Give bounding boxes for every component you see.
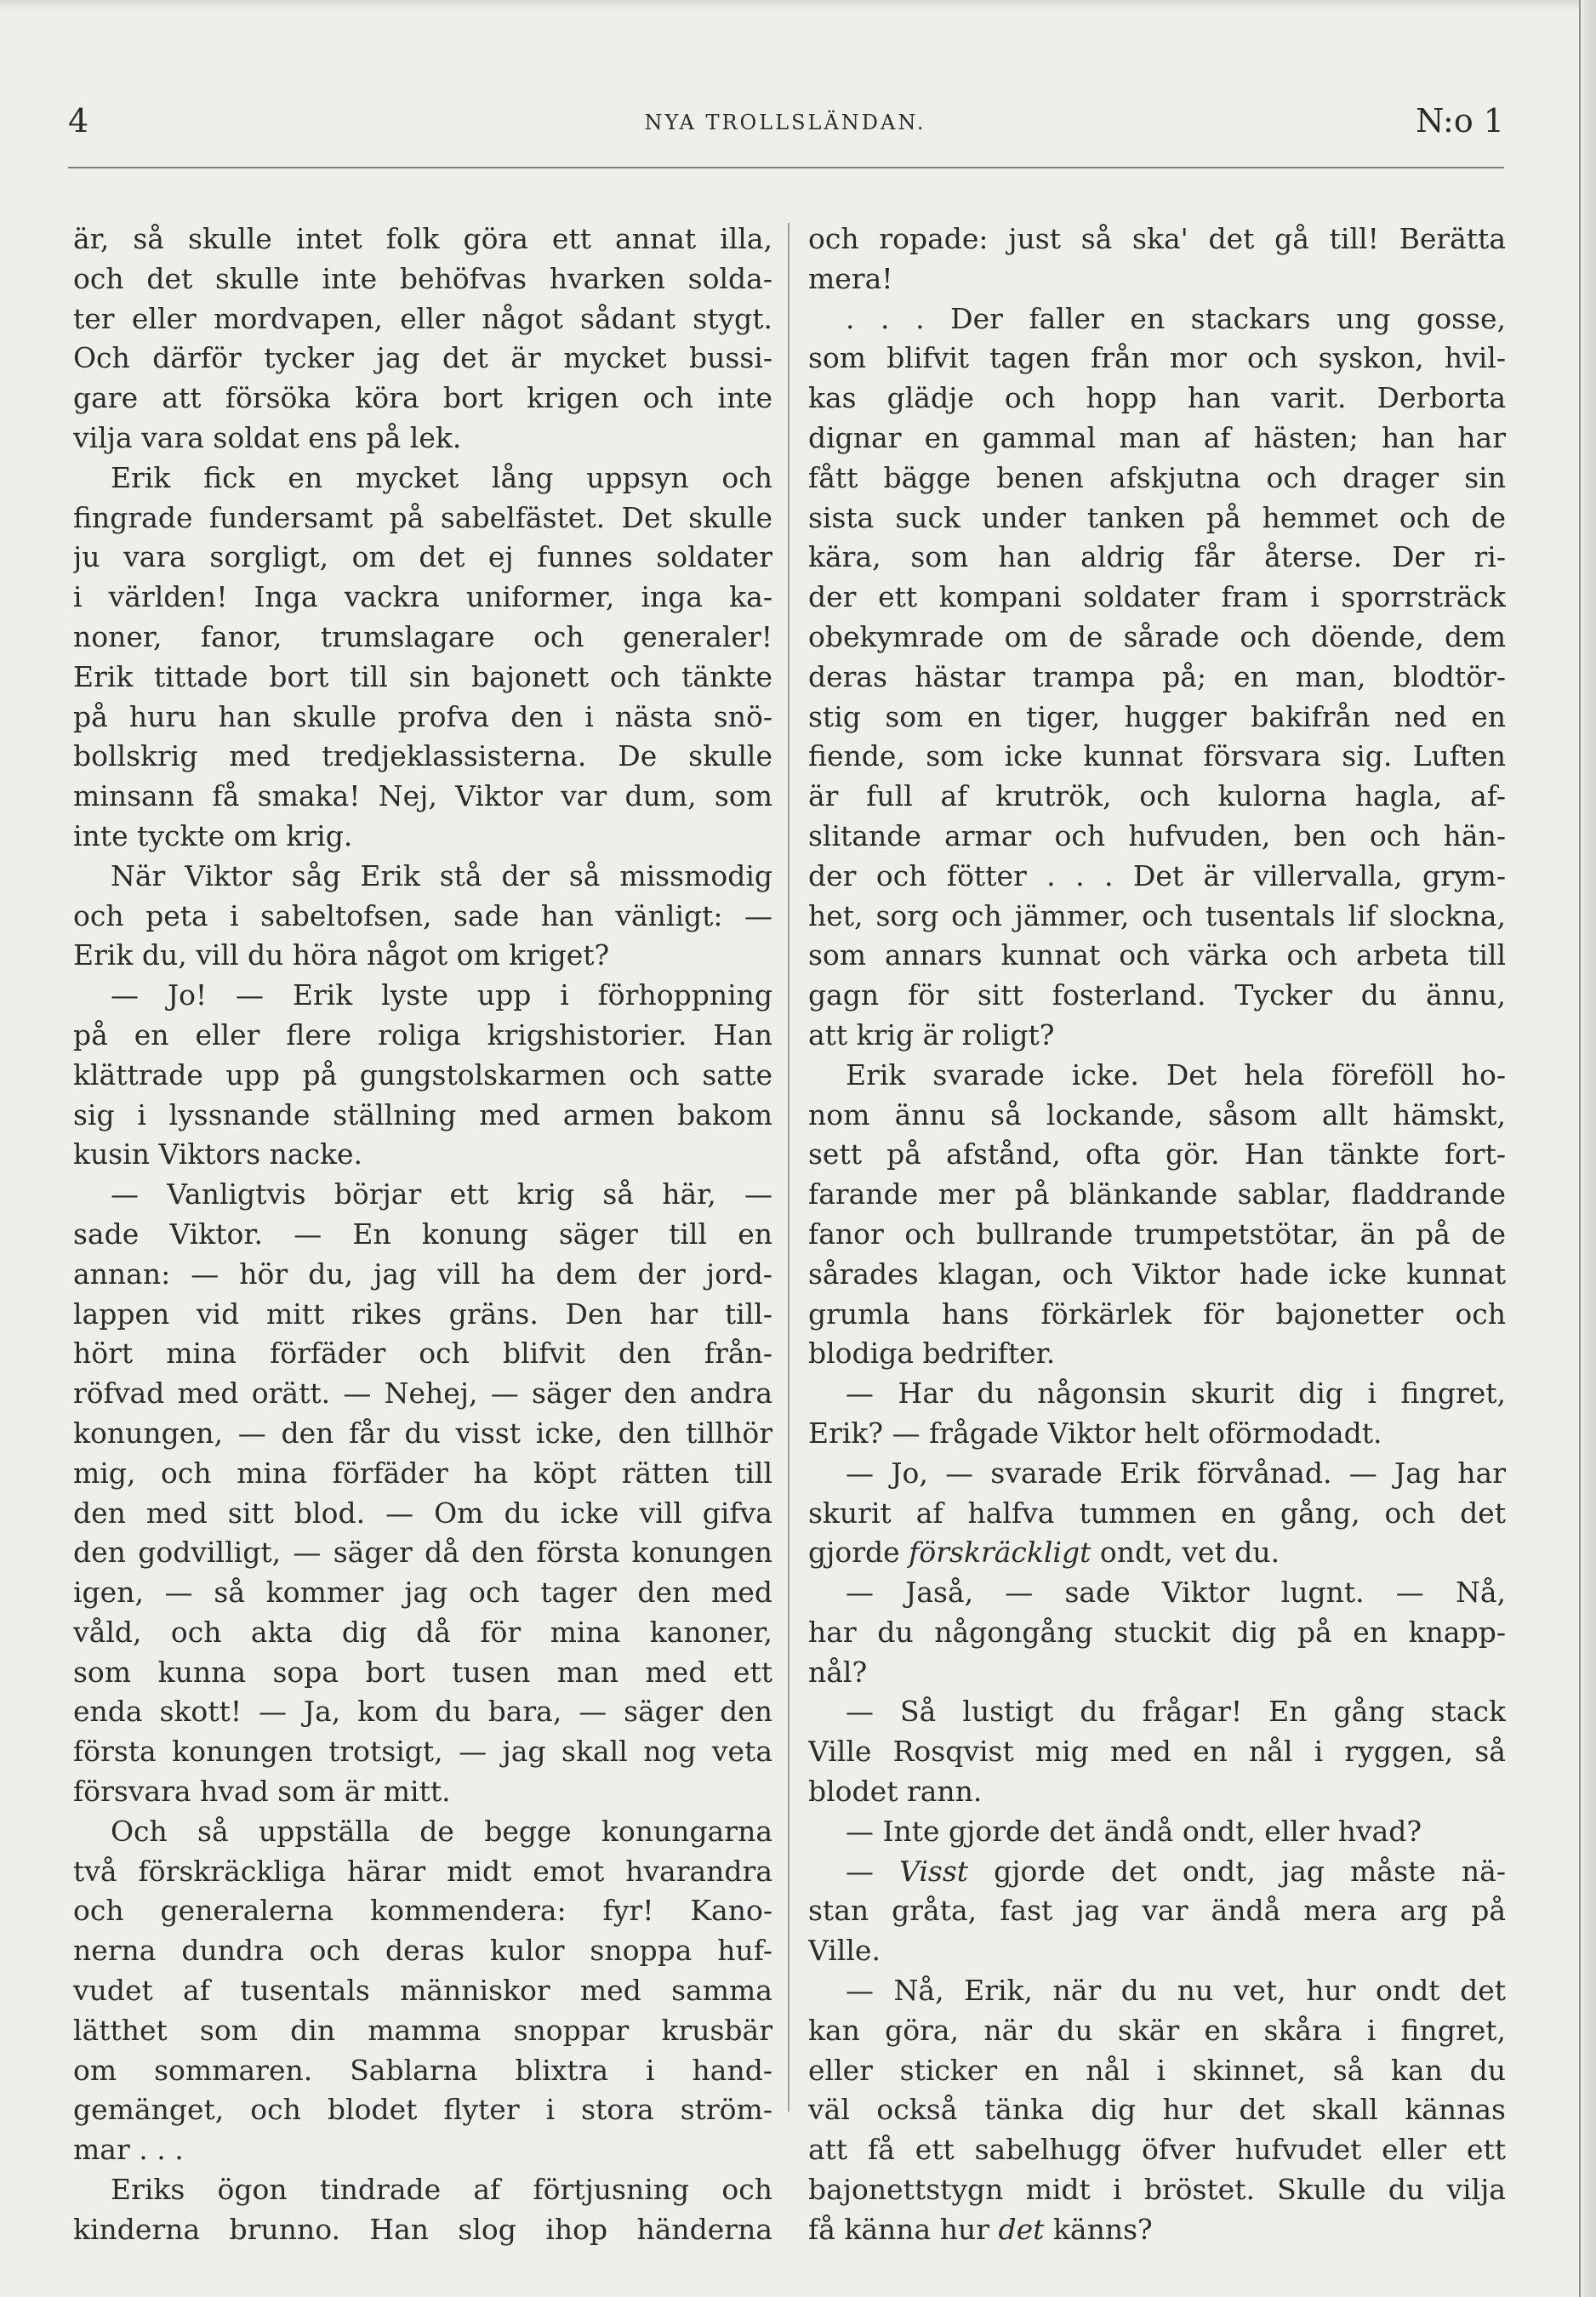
page-top-edge bbox=[0, 0, 1596, 10]
text-line: kas glädje och hopp han varit. Derborta bbox=[808, 381, 1506, 415]
text-line: på huru han skulle profva den i nästa snö- bbox=[73, 699, 772, 733]
text-line: sade Viktor. — En konung säger till en bbox=[73, 1217, 772, 1251]
text-line: — Nå, Erik, när du nu vet, hur ondt det bbox=[846, 1974, 1506, 2008]
text-line: kinderna brunno. Han slog ihop händerna bbox=[73, 2212, 772, 2246]
text-line: minsann få smaka! Nej, Viktor var dum, som bbox=[73, 779, 772, 813]
text-line: inte tyckte om krig. bbox=[73, 818, 353, 852]
text-line: dignar en gammal man af hästen; han har bbox=[808, 420, 1506, 454]
page-header bbox=[66, 102, 1504, 145]
text-line: — Vanligtvis börjar ett krig så här, — bbox=[111, 1177, 772, 1211]
text-line: farande mer på blänkande sablar, fladdrande bbox=[808, 1177, 1506, 1211]
text-line: gjorde förskräckligt ondt, vet du. bbox=[808, 1536, 1280, 1570]
text-line: eller sticker en nål i skinnet, så kan du bbox=[808, 2053, 1506, 2087]
text-line: stig som en tiger, hugger bakifrån ned en bbox=[808, 699, 1506, 733]
text-line: att krig är roligt? bbox=[808, 1017, 1055, 1052]
text-line: i världen! Inga vackra uniformer, inga ka- bbox=[73, 580, 772, 614]
text-line: klättrade upp på gungstolskarmen och satte bbox=[73, 1057, 772, 1092]
text-line: Erik svarade icke. Det hela föreföll ho- bbox=[846, 1057, 1506, 1092]
text-line: — Har du någonsin skurit dig i fingret, bbox=[846, 1376, 1506, 1411]
text-line: som blifvit tagen från mor och syskon, hvil- bbox=[808, 341, 1506, 375]
text-line: Erik? — frågade Viktor helt oförmodadt. bbox=[808, 1416, 1382, 1450]
text-line: gemänget, och blodet flyter i stora ström- bbox=[73, 2093, 772, 2127]
header-rule bbox=[68, 167, 1504, 168]
text-line: gagn för sitt fosterland. Tycker du ännu, bbox=[808, 978, 1506, 1012]
text-line: enda skott! — Ja, kom du bara, — säger den bbox=[73, 1695, 772, 1729]
text-line: — Så lustigt du frågar! En gång stack bbox=[846, 1695, 1506, 1729]
emphasized-word: Visst bbox=[899, 1854, 969, 1888]
text-line: mera! bbox=[808, 261, 893, 295]
text-line: som kunna sopa bort tusen man med ett bbox=[73, 1655, 772, 1689]
text-line: fanor och bullrande trumpetstötar, än på de bbox=[808, 1217, 1506, 1251]
text-line: grumla hans förkärlek för bajonetter och bbox=[808, 1297, 1506, 1331]
text-line: är full af krutrök, och kulorna hagla, af- bbox=[808, 779, 1506, 813]
page-number: 4 bbox=[68, 102, 89, 140]
text-line: — Visst gjorde det ondt, jag måste nä- bbox=[846, 1854, 1506, 1888]
text-line: skurit af halfva tummen en gång, och det bbox=[808, 1496, 1506, 1530]
text-line: — Jaså, — sade Viktor lugnt. — Nå, bbox=[846, 1576, 1506, 1610]
text-line: Och så uppställa de begge konungarna bbox=[111, 1814, 772, 1848]
text-line: När Viktor såg Erik stå der så missmodig bbox=[111, 858, 772, 892]
text-line: Ville Rosqvist mig med en nål i ryggen, så bbox=[808, 1735, 1506, 1769]
text-line: nom ännu så lockande, såsom allt hämskt, bbox=[808, 1097, 1506, 1131]
text-line: Erik fick en mycket lång uppsyn och bbox=[111, 460, 772, 494]
text-line: har du någongång stuckit dig på en knapp- bbox=[808, 1615, 1506, 1649]
text-line: mar . . . bbox=[73, 2133, 184, 2167]
text-line: noner, fanor, trumslagare och generaler! bbox=[73, 619, 772, 653]
text-line: kan göra, när du skär en skåra i fingret, bbox=[808, 2013, 1506, 2047]
text-line: sig i lyssnande ställning med armen bakom bbox=[73, 1097, 772, 1131]
publication-title: NYA TROLLSLÄNDAN. bbox=[644, 111, 926, 134]
text-line: het, sorg och jämmer, och tusentals lif slockna, bbox=[808, 898, 1506, 932]
text-line: blodet rann. bbox=[808, 1775, 983, 1809]
text-line: om sommaren. Sablarna blixtra i hand- bbox=[73, 2053, 772, 2087]
text-line: två förskräckliga härar midt emot hvarandra bbox=[73, 1854, 772, 1888]
text-line: är, så skulle intet folk göra ett annat illa, bbox=[73, 222, 772, 255]
text-line: och det skulle inte behöfvas hvarken solda- bbox=[73, 261, 772, 295]
text-line: fått bägge benen afskjutna och drager sin bbox=[808, 460, 1506, 494]
text-line: Erik tittade bort till sin bajonett och tänkte bbox=[73, 659, 772, 693]
text-line: och ropade: just så ska' det gå till! Berätta bbox=[808, 222, 1506, 255]
text-line: der och fötter . . . Det är villervalla, grym- bbox=[808, 858, 1506, 892]
text-line: röfvad med orätt. — Nehej, — säger den andra bbox=[73, 1376, 772, 1411]
text-line: — Jo! — Erik lyste upp i förhoppning bbox=[111, 978, 772, 1012]
column-divider bbox=[788, 223, 789, 2112]
text-line: obekymrade om de sårade och döende, dem bbox=[808, 619, 1506, 653]
text-line: blodiga bedrifter. bbox=[808, 1337, 1056, 1371]
text-line: lätthet som din mamma snoppar krusbär bbox=[73, 2013, 772, 2047]
text-line: der ett kompani soldater fram i sporrsträck bbox=[808, 580, 1506, 614]
text-line: bajonettstygn midt i bröstet. Skulle du vilja bbox=[808, 2173, 1506, 2207]
emphasized-word: det bbox=[998, 2212, 1045, 2246]
text-line: — Jo, — svarade Erik förvånad. — Jag har bbox=[846, 1456, 1506, 1490]
left-column bbox=[73, 219, 772, 2250]
text-line: mig, och mina förfäder ha köpt rätten till bbox=[73, 1456, 772, 1490]
text-line: väl också tänka dig hur det skall kännas bbox=[808, 2093, 1506, 2127]
right-column bbox=[808, 219, 1506, 2250]
text-line: nål? bbox=[808, 1655, 868, 1689]
page-right-edge bbox=[1579, 0, 1596, 2297]
text-line: försvara hvad som är mitt. bbox=[73, 1775, 451, 1809]
text-line: sårades klagan, och Viktor hade icke kunnat bbox=[808, 1257, 1506, 1291]
text-line: Och därför tycker jag det är mycket bussi- bbox=[73, 341, 772, 375]
text-line: kusin Viktors nacke. bbox=[73, 1137, 363, 1171]
text-line: våld, och akta dig då för mina kanoner, bbox=[73, 1615, 772, 1649]
text-line: gare att försöka köra bort krigen och inte bbox=[73, 381, 772, 415]
text-line: — Inte gjorde det ändå ondt, eller hvad? bbox=[846, 1814, 1422, 1848]
text-line: hört mina förfäder och blifvit den från- bbox=[73, 1337, 772, 1371]
text-line: fiende, som icke kunnat försvara sig. Luften bbox=[808, 739, 1506, 773]
text-line: fingrade fundersamt på sabelfästet. Det skulle bbox=[73, 500, 772, 534]
text-line: Eriks ögon tindrade af förtjusning och bbox=[111, 2173, 772, 2207]
text-line: vilja vara soldat ens på lek. bbox=[73, 420, 462, 454]
text-line: och peta i sabeltofsen, sade han vänligt: — bbox=[73, 898, 772, 932]
text-line: igen, — så kommer jag och tager den med bbox=[73, 1576, 772, 1610]
text-line: på en eller flere roliga krigshistorier. Han bbox=[73, 1017, 772, 1052]
text-line: . . . Der faller en stackars ung gosse, bbox=[846, 301, 1506, 335]
issue-number: N:o 1 bbox=[1416, 102, 1504, 140]
emphasized-word: förskräckligt bbox=[909, 1536, 1092, 1570]
text-line: ju vara sorgligt, om det ej funnes soldater bbox=[73, 540, 772, 574]
text-line: annan: — hör du, jag vill ha dem der jord- bbox=[73, 1257, 772, 1291]
text-line: lappen vid mitt rikes gräns. Den har till- bbox=[73, 1297, 772, 1331]
text-line: den godvilligt, — säger då den första konungen bbox=[73, 1536, 772, 1570]
text-line: första konungen trotsigt, — jag skall nog veta bbox=[73, 1735, 772, 1769]
text-line: den med sitt blod. — Om du icke vill gifva bbox=[73, 1496, 772, 1530]
text-line: som annars kunnat och värka och arbeta till bbox=[808, 938, 1506, 972]
text-line: deras hästar trampa på; en man, blodtör- bbox=[808, 659, 1506, 693]
text-line: sista suck under tanken på hemmet och de bbox=[808, 500, 1506, 534]
text-line: bollskrig med tredjeklassisterna. De skulle bbox=[73, 739, 772, 773]
text-line: Ville. bbox=[808, 1934, 881, 1968]
text-line: Erik du, vill du höra något om kriget? bbox=[73, 938, 610, 972]
text-line: kära, som han aldrig får återse. Der ri- bbox=[808, 540, 1506, 574]
text-line: slitande armar och hufvuden, ben och hän- bbox=[808, 818, 1506, 852]
text-line: stan gråta, fast jag var ändå mera arg på bbox=[808, 1894, 1506, 1928]
text-line: vudet af tusentals människor med samma bbox=[73, 1974, 772, 2008]
text-line: konungen, — den får du visst icke, den tillhör bbox=[73, 1416, 772, 1450]
text-line: att få ett sabelhugg öfver hufvudet eller ett bbox=[808, 2133, 1506, 2167]
text-line: sett på afstånd, ofta gör. Han tänkte fort- bbox=[808, 1137, 1506, 1171]
text-line: få känna hur det känns? bbox=[808, 2212, 1153, 2246]
text-line: ter eller mordvapen, eller något sådant stygt. bbox=[73, 301, 772, 335]
text-line: och generalerna kommendera: fyr! Kano- bbox=[73, 1894, 772, 1928]
text-line: nerna dundra och deras kulor snoppa huf- bbox=[73, 1934, 772, 1968]
